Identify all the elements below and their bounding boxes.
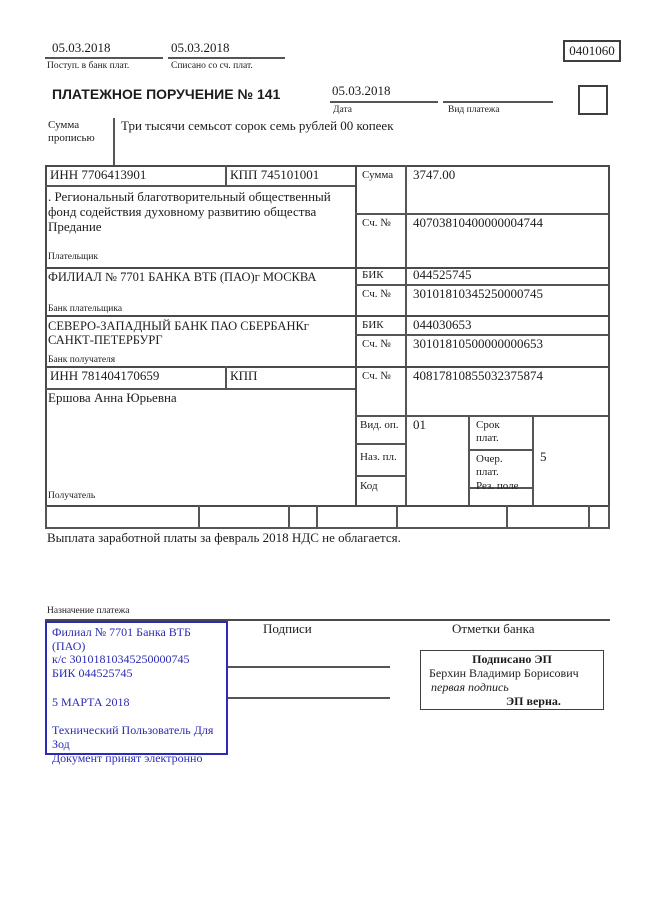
op-type-label: Вид. оп. (360, 419, 399, 431)
payee-bank-account-value: 30101810500000000653 (413, 336, 543, 351)
stamp-user: Технический Пользователь Для Зод (52, 723, 214, 752)
purpose-text: Выплата заработной платы за февраль 2018 НДС не облагается. (47, 530, 401, 545)
divider-line (45, 57, 163, 59)
table-border-line (198, 505, 200, 527)
payee-bank-name: СЕВЕРО-ЗАПАДНЫЙ БАНК ПАО СБЕРБАНКг САНКТ-ПЕТЕРБУРГ (48, 319, 309, 348)
sum-value: 3747.00 (413, 167, 456, 182)
payer-bank-account-label: Сч. № (362, 288, 391, 300)
sum-label: Сумма (362, 169, 394, 181)
form-code-box (563, 40, 621, 62)
table-border-line (396, 505, 398, 527)
stamp-date: 5 МАРТА 2018 (52, 694, 130, 709)
payee-bank-bik-value: 044030653 (413, 317, 472, 332)
table-border-line (355, 415, 608, 417)
stamp-bank-name: Филиал № 7701 Банка ВТБ (ПАО) (52, 625, 191, 653)
payer-kpp: КПП 745101001 (230, 167, 320, 182)
esign-verified: ЭП верна. (506, 693, 561, 708)
bank-marks-label: Отметки банка (452, 621, 535, 636)
table-border-line (468, 415, 470, 505)
debited-date-label: Списано со сч. плат. (171, 61, 253, 71)
stamp-bik: БИК 044525745 (52, 666, 133, 681)
payee-account-value: 40817810855032375874 (413, 368, 543, 383)
purpose-section-label: Назначение платежа (47, 606, 130, 616)
table-border-line (506, 505, 508, 527)
payer-inn: ИНН 7706413901 (50, 167, 147, 182)
table-border-line (288, 505, 290, 527)
stamp-corr-account: к/с 30101810345250000745 (52, 652, 190, 667)
payer-bank-bik-value: 044525745 (413, 267, 472, 282)
esign-name: Берхин Владимир Борисович (429, 665, 579, 680)
divider-line (113, 118, 115, 165)
document-title: ПЛАТЕЖНОЕ ПОРУЧЕНИЕ № 141 (52, 86, 281, 102)
reserve-field-label: Рез. поле (476, 480, 519, 492)
payer-bank-name: ФИЛИАЛ № 7701 БАНКА ВТБ (ПАО)г МОСКВА (48, 270, 317, 284)
document-date: 05.03.2018 (332, 83, 391, 98)
table-border-line (45, 185, 355, 187)
divider-line (168, 57, 285, 59)
payee-bank-bik-label: БИК (362, 319, 384, 331)
due-date-label: Срок плат. (476, 419, 500, 444)
table-border-line (608, 165, 610, 505)
table-border-line (316, 505, 318, 527)
signature-line (228, 666, 390, 668)
bank-acceptance-stamp (45, 621, 228, 765)
signatures-label: Подписи (263, 621, 312, 636)
table-border-line (225, 366, 227, 388)
pay-purpose-code-label: Наз. пл. (360, 451, 397, 463)
esign-title: Подписано ЭП (472, 652, 552, 666)
payer-name: . Региональный благотворительный общественный фонд содействия духовному развитию общества Предание (48, 189, 331, 234)
table-border-line (608, 505, 610, 527)
table-border-line (45, 165, 47, 505)
esign-subtitle: первая подпись (431, 679, 509, 694)
table-border-line (588, 505, 590, 527)
table-border-line (45, 315, 610, 317)
payment-type-label: Вид платежа (448, 105, 500, 115)
divider-line (330, 101, 438, 103)
received-date: 05.03.2018 (52, 40, 111, 55)
table-border-line (355, 475, 405, 477)
payee-inn: ИНН 781404170659 (50, 368, 160, 383)
payment-type-box (578, 85, 608, 115)
payee-kpp-label: КПП (230, 368, 258, 383)
code-label: Код (360, 480, 378, 492)
amount-words-label: Сумма прописью (48, 119, 95, 144)
received-date-label: Поступ. в банк плат. (47, 61, 130, 71)
payer-bank-account-value: 30101810345250000745 (413, 286, 543, 301)
payee-account-label: Сч. № (362, 370, 391, 382)
amount-words-value: Три тысячи семьсот сорок семь рублей 00 копеек (121, 118, 394, 133)
table-border-line (45, 505, 47, 527)
table-border-line (225, 165, 227, 185)
payee-bank-account-label: Сч. № (362, 338, 391, 350)
table-border-line (45, 505, 610, 507)
debited-date: 05.03.2018 (171, 40, 230, 55)
table-border-line (532, 415, 534, 505)
form-code: 0401060 (569, 43, 615, 58)
signature-line (228, 697, 390, 699)
stamp-accepted: Документ принят электронно (52, 750, 203, 765)
payee-section-label: Получатель (48, 491, 96, 501)
payer-bank-section-label: Банк плательщика (48, 304, 123, 314)
table-border-line (45, 527, 610, 529)
payer-account-value: 40703810400000004744 (413, 215, 543, 230)
table-border-line (468, 449, 532, 451)
table-border-line (45, 267, 610, 269)
priority-value: 5 (540, 449, 547, 464)
table-border-line (355, 443, 405, 445)
payee-bank-section-label: Банк получателя (48, 355, 116, 365)
payee-name: Ершова Анна Юрьевна (48, 390, 177, 405)
op-type-value: 01 (413, 417, 426, 432)
divider-line (443, 101, 553, 103)
signature-verification-stamp (420, 650, 604, 710)
payer-bank-bik-label: БИК (362, 269, 384, 281)
date-label: Дата (333, 105, 352, 115)
priority-label: Очер. плат. (476, 453, 503, 478)
payer-account-label: Сч. № (362, 217, 391, 229)
payer-section-label: Плательщик (48, 252, 99, 262)
